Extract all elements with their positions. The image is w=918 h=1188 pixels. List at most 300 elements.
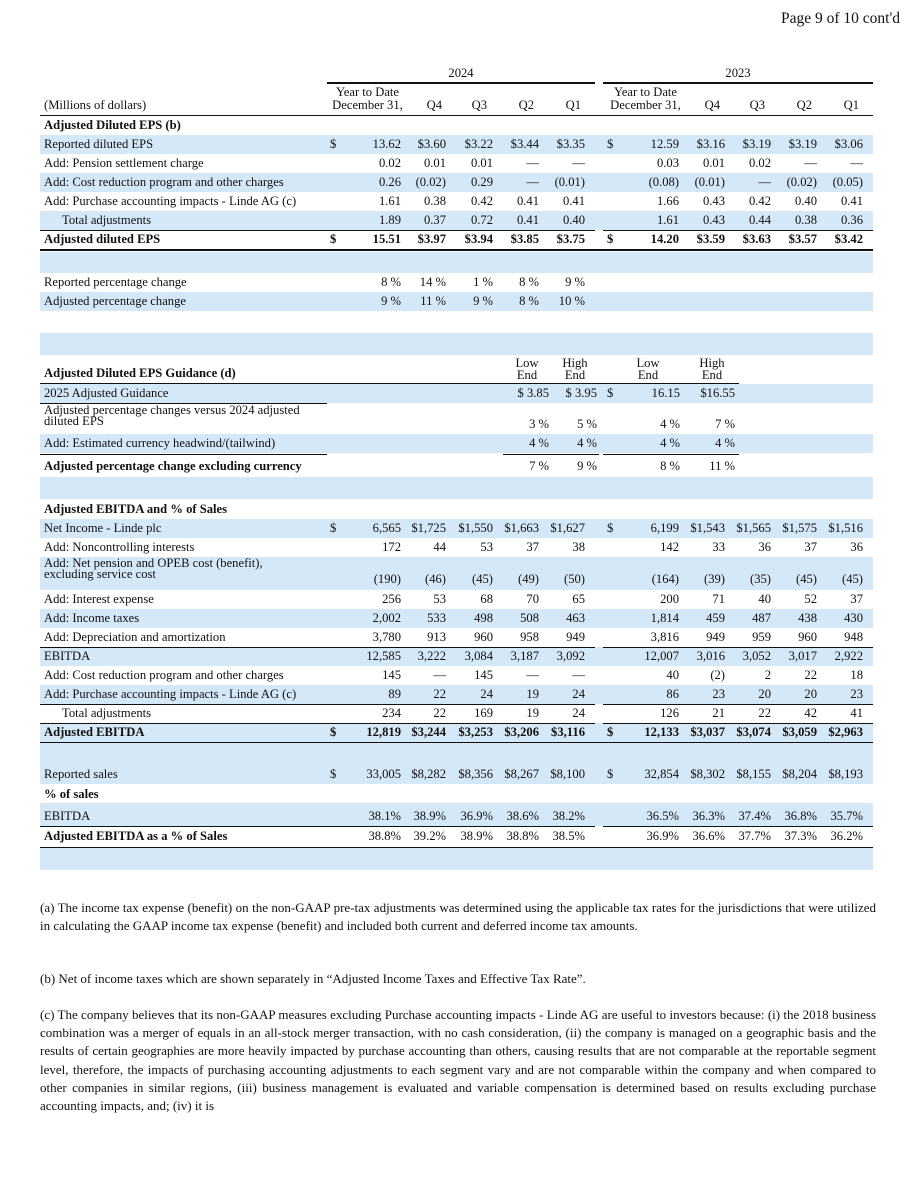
rule bbox=[603, 723, 873, 724]
value-cell: $3,206 bbox=[504, 725, 539, 739]
value-cell: 38.9% bbox=[413, 809, 446, 823]
value-cell: 32,854 bbox=[644, 767, 679, 781]
value-cell: $1,550 bbox=[458, 521, 493, 535]
rule bbox=[327, 704, 595, 705]
value-cell: 3,092 bbox=[556, 649, 585, 663]
value-cell: 38.1% bbox=[368, 809, 401, 823]
value-cell: 40 bbox=[666, 668, 679, 682]
row-label: Adjusted diluted EPS bbox=[44, 232, 161, 246]
row-label: Reported sales bbox=[44, 767, 118, 781]
currency-symbol: $ bbox=[607, 521, 614, 535]
value-cell: 949 bbox=[706, 630, 725, 644]
value-cell: 16.15 bbox=[651, 386, 680, 400]
rule bbox=[503, 454, 599, 455]
value-cell: 0.41 bbox=[562, 194, 585, 208]
value-cell: $3,059 bbox=[782, 725, 817, 739]
col-ytd-header-2: December 31, bbox=[610, 98, 681, 112]
col-q4-header: Q4 bbox=[426, 98, 442, 112]
value-cell: 145 bbox=[474, 668, 493, 682]
value-cell: 3,222 bbox=[417, 649, 446, 663]
value-cell: 24 bbox=[480, 687, 493, 701]
value-cell: 2 bbox=[764, 668, 771, 682]
value-cell: 3,017 bbox=[788, 649, 817, 663]
value-cell: $1,627 bbox=[550, 521, 585, 535]
row-label: Add: Interest expense bbox=[44, 592, 154, 606]
footnote-c-text: (c) The company believes that its non-GAAP measures excluding Purchase accounting impacts - Linde AG are useful to investors because: (i) the 2018 business combination was a merger of equals in an all-stock merger transaction, with no cash consideration, (ii) the company is managed on a geographic basis and the results of certain geographies are more heavily impacted by purchase accounting than others, causing results that are not comparable at the reportable segment level, therefore, the impacts of purchasing accounting adjustments to each segment vary and are not comparable within the company and when compared to other companies in similar regions, (iii) business management is evaluated and variable compensation is determined based on results excluding purchase accounting impacts, and; (iv) it is bbox=[40, 1007, 876, 1114]
value-cell: 44 bbox=[433, 540, 446, 554]
high-end-header: High bbox=[562, 356, 588, 370]
value-cell: $3.06 bbox=[834, 137, 863, 151]
col-q1-header: Q1 bbox=[843, 98, 859, 112]
value-cell: (0.01) bbox=[554, 175, 585, 189]
value-cell: (2) bbox=[710, 668, 725, 682]
value-cell: 24 bbox=[572, 687, 585, 701]
value-cell: 37.3% bbox=[784, 829, 817, 843]
value-cell: (0.05) bbox=[832, 175, 863, 189]
value-cell: (45) bbox=[472, 572, 493, 586]
value-cell: 949 bbox=[566, 630, 585, 644]
high-end-header-2: End bbox=[564, 368, 586, 382]
value-cell: $3.63 bbox=[742, 232, 771, 246]
table-row bbox=[40, 723, 873, 742]
col-ytd-header-2: December 31, bbox=[332, 98, 403, 112]
value-cell: $3.94 bbox=[464, 232, 493, 246]
rule bbox=[40, 704, 327, 705]
rule bbox=[603, 704, 873, 705]
currency-symbol: $ bbox=[330, 725, 337, 739]
value-cell: 23 bbox=[850, 687, 863, 701]
low-end-header-2: End bbox=[637, 368, 659, 382]
value-cell: 9 % bbox=[565, 275, 585, 289]
value-cell: 3,780 bbox=[372, 630, 401, 644]
value-cell: 1,814 bbox=[650, 611, 679, 625]
value-cell: 256 bbox=[382, 592, 401, 606]
value-cell: 4 % bbox=[660, 417, 680, 431]
table-row bbox=[40, 384, 873, 403]
value-cell: $3,253 bbox=[458, 725, 493, 739]
value-cell: 0.02 bbox=[378, 156, 401, 170]
row-label: Add: Income taxes bbox=[44, 611, 140, 625]
guidance-title: Adjusted Diluted EPS Guidance (d) bbox=[44, 366, 236, 380]
value-cell: 0.44 bbox=[748, 213, 771, 227]
value-cell: 36.5% bbox=[646, 809, 679, 823]
value-cell: 10 % bbox=[558, 294, 585, 308]
value-cell: 65 bbox=[572, 592, 585, 606]
value-cell: — bbox=[572, 156, 585, 170]
value-cell: $3.42 bbox=[834, 232, 863, 246]
value-cell: 52 bbox=[804, 592, 817, 606]
value-cell: $8,204 bbox=[782, 767, 817, 781]
year-2023-header: 2023 bbox=[725, 66, 751, 80]
row-shading bbox=[40, 848, 873, 870]
row-label: Reported percentage change bbox=[44, 275, 187, 289]
value-cell: 9 % bbox=[473, 294, 493, 308]
value-cell: 21 bbox=[712, 706, 725, 720]
value-cell: 24 bbox=[572, 706, 585, 720]
value-cell: 0.41 bbox=[516, 213, 539, 227]
rule bbox=[603, 647, 873, 648]
page-number: Page 9 of 10 cont'd bbox=[780, 10, 900, 27]
value-cell: $3.16 bbox=[696, 137, 725, 151]
value-cell: 0.01 bbox=[702, 156, 725, 170]
value-cell: 0.03 bbox=[656, 156, 679, 170]
value-cell: 38.8% bbox=[368, 829, 401, 843]
value-cell: 3,052 bbox=[742, 649, 771, 663]
value-cell: 12,007 bbox=[644, 649, 679, 663]
value-cell: 37 bbox=[526, 540, 539, 554]
value-cell: — bbox=[804, 156, 817, 170]
value-cell: 1.66 bbox=[656, 194, 679, 208]
row-label: % of sales bbox=[44, 787, 99, 801]
footnote-a-text: (a) The income tax expense (benefit) on the non-GAAP pre-tax adjustments was determined using the applicable tax rates for the jurisdictions that were utilized in calculating the GAAP income tax expense (benefit) and included both current and deferred income tax amounts. bbox=[40, 900, 876, 934]
table-row bbox=[40, 403, 873, 434]
value-cell: (39) bbox=[704, 572, 725, 586]
value-cell: 36.2% bbox=[830, 829, 863, 843]
value-cell: $3.60 bbox=[417, 137, 446, 151]
value-cell: (49) bbox=[518, 572, 539, 586]
rule bbox=[327, 647, 595, 648]
table-row bbox=[40, 557, 873, 589]
row-label: Add: Depreciation and amortization bbox=[44, 630, 226, 644]
value-cell: $3.44 bbox=[510, 137, 539, 151]
value-cell: 14 % bbox=[419, 275, 446, 289]
value-cell: 37.7% bbox=[738, 829, 771, 843]
value-cell: 37.4% bbox=[738, 809, 771, 823]
value-cell: 6,199 bbox=[650, 521, 679, 535]
value-cell: 36.3% bbox=[692, 809, 725, 823]
high-end-header-2: End bbox=[701, 368, 723, 382]
value-cell: 38.5% bbox=[552, 829, 585, 843]
value-cell: 430 bbox=[844, 611, 863, 625]
value-cell: 36.9% bbox=[460, 809, 493, 823]
value-cell: 71 bbox=[712, 592, 725, 606]
footnote-a bbox=[40, 899, 876, 935]
rule bbox=[327, 826, 595, 827]
value-cell: 23 bbox=[712, 687, 725, 701]
value-cell: 498 bbox=[474, 611, 493, 625]
value-cell: (50) bbox=[564, 572, 585, 586]
footnote-b bbox=[40, 970, 876, 988]
row-label: Add: Pension settlement charge bbox=[44, 156, 204, 170]
value-cell: 53 bbox=[480, 540, 493, 554]
value-cell: $8,282 bbox=[411, 767, 446, 781]
value-cell: 145 bbox=[382, 668, 401, 682]
value-cell: 2,002 bbox=[372, 611, 401, 625]
value-cell: $2,963 bbox=[828, 725, 863, 739]
value-cell: $1,575 bbox=[782, 521, 817, 535]
value-cell: 53 bbox=[433, 592, 446, 606]
table-row bbox=[40, 273, 873, 292]
value-cell: 4 % bbox=[577, 436, 597, 450]
col-q4-header: Q4 bbox=[704, 98, 720, 112]
value-cell: $1,663 bbox=[504, 521, 539, 535]
rule bbox=[327, 82, 595, 84]
value-cell: 36.6% bbox=[692, 829, 725, 843]
value-cell: 9 % bbox=[381, 294, 401, 308]
value-cell: $8,155 bbox=[736, 767, 771, 781]
rule bbox=[40, 723, 327, 724]
table-row bbox=[40, 519, 873, 538]
value-cell: $16.55 bbox=[700, 386, 735, 400]
value-cell: 9 % bbox=[577, 459, 597, 473]
value-cell: $3.75 bbox=[556, 232, 585, 246]
eps-section-title: Adjusted Diluted EPS (b) bbox=[44, 118, 181, 132]
rule bbox=[40, 115, 873, 116]
value-cell: $1,516 bbox=[828, 521, 863, 535]
value-cell: 487 bbox=[752, 611, 771, 625]
currency-symbol: $ bbox=[330, 767, 337, 781]
rule bbox=[603, 454, 739, 455]
col-q3-header: Q3 bbox=[749, 98, 765, 112]
value-cell: 6,565 bbox=[372, 521, 401, 535]
table-row bbox=[40, 609, 873, 628]
table-row bbox=[40, 805, 873, 824]
row-label-2: diluted EPS bbox=[44, 414, 104, 428]
value-cell: 86 bbox=[666, 687, 679, 701]
value-cell: 13.62 bbox=[372, 137, 401, 151]
row-label: Add: Purchase accounting impacts - Linde AG (c) bbox=[44, 194, 297, 208]
value-cell: (190) bbox=[373, 572, 401, 586]
millions-label: (Millions of dollars) bbox=[44, 98, 147, 112]
table-row bbox=[40, 685, 873, 704]
low-end-header: Low bbox=[515, 356, 539, 370]
value-cell: $3.85 bbox=[510, 232, 539, 246]
high-end-header: High bbox=[699, 356, 725, 370]
value-cell: 38.9% bbox=[460, 829, 493, 843]
value-cell: 19 bbox=[526, 706, 539, 720]
value-cell: $ 3.85 bbox=[517, 386, 549, 400]
value-cell: 40 bbox=[758, 592, 771, 606]
value-cell: 8 % bbox=[519, 275, 539, 289]
value-cell: $1,565 bbox=[736, 521, 771, 535]
table-row bbox=[40, 785, 873, 804]
value-cell: 126 bbox=[660, 706, 679, 720]
value-cell: 36.9% bbox=[646, 829, 679, 843]
table-row bbox=[40, 135, 873, 154]
rule bbox=[603, 82, 873, 84]
value-cell: 0.29 bbox=[470, 175, 493, 189]
value-cell: 1.61 bbox=[656, 213, 679, 227]
value-cell: 438 bbox=[798, 611, 817, 625]
value-cell: 36 bbox=[758, 540, 771, 554]
value-cell: $ 3.95 bbox=[565, 386, 597, 400]
row-label: Adjusted EBITDA as a % of Sales bbox=[44, 829, 228, 843]
value-cell: 33 bbox=[712, 540, 725, 554]
col-q3-header: Q3 bbox=[471, 98, 487, 112]
value-cell: 2,922 bbox=[834, 649, 863, 663]
value-cell: 3,016 bbox=[696, 649, 725, 663]
value-cell: — bbox=[433, 668, 446, 682]
row-label: Adjusted percentage changes versus 2024 adjusted bbox=[44, 403, 300, 417]
value-cell: (46) bbox=[425, 572, 446, 586]
value-cell: — bbox=[850, 156, 863, 170]
row-label: Add: Purchase accounting impacts - Linde AG (c) bbox=[44, 687, 297, 701]
value-cell: $3.97 bbox=[417, 232, 446, 246]
value-cell: 0.72 bbox=[470, 213, 493, 227]
value-cell: 0.40 bbox=[794, 194, 817, 208]
value-cell: $3,037 bbox=[690, 725, 725, 739]
value-cell: 42 bbox=[804, 706, 817, 720]
value-cell: 19 bbox=[526, 687, 539, 701]
value-cell: 12.59 bbox=[650, 137, 679, 151]
row-shading bbox=[40, 252, 873, 273]
currency-symbol: $ bbox=[330, 232, 337, 246]
table-row bbox=[40, 211, 873, 230]
value-cell: 22 bbox=[758, 706, 771, 720]
value-cell: 38 bbox=[572, 540, 585, 554]
value-cell: 12,585 bbox=[366, 649, 401, 663]
value-cell: 36 bbox=[850, 540, 863, 554]
value-cell: 959 bbox=[752, 630, 771, 644]
value-cell: $3.35 bbox=[556, 137, 585, 151]
value-cell: 533 bbox=[427, 611, 446, 625]
value-cell: 7 % bbox=[715, 417, 735, 431]
value-cell: 12,133 bbox=[644, 725, 679, 739]
value-cell: 0.41 bbox=[516, 194, 539, 208]
row-label: Add: Noncontrolling interests bbox=[44, 540, 195, 554]
value-cell: — bbox=[572, 668, 585, 682]
value-cell: 68 bbox=[480, 592, 493, 606]
row-label: EBITDA bbox=[44, 809, 91, 823]
value-cell: 8 % bbox=[660, 459, 680, 473]
value-cell: 4 % bbox=[660, 436, 680, 450]
row-shading bbox=[40, 743, 873, 765]
currency-symbol: $ bbox=[330, 137, 337, 151]
table-row bbox=[40, 538, 873, 557]
row-label-2: excluding service cost bbox=[44, 567, 156, 581]
value-cell: — bbox=[758, 175, 771, 189]
value-cell: $3,244 bbox=[411, 725, 446, 739]
value-cell: $3.19 bbox=[788, 137, 817, 151]
value-cell: 39.2% bbox=[413, 829, 446, 843]
value-cell: $8,193 bbox=[828, 767, 863, 781]
currency-symbol: $ bbox=[607, 232, 614, 246]
row-label: Adjusted EBITDA bbox=[44, 725, 145, 739]
value-cell: (0.08) bbox=[648, 175, 679, 189]
value-cell: 0.01 bbox=[470, 156, 493, 170]
value-cell: 11 % bbox=[420, 294, 446, 308]
value-cell: 38.8% bbox=[506, 829, 539, 843]
value-cell: 508 bbox=[520, 611, 539, 625]
row-label: Total adjustments bbox=[62, 213, 152, 227]
value-cell: 3 % bbox=[529, 417, 549, 431]
value-cell: 20 bbox=[804, 687, 817, 701]
table-row bbox=[40, 154, 873, 173]
year-2024-header: 2024 bbox=[448, 66, 474, 80]
value-cell: 0.01 bbox=[423, 156, 446, 170]
col-ytd-header-1: Year to Date bbox=[613, 85, 678, 99]
value-cell: 0.42 bbox=[748, 194, 771, 208]
value-cell: $3.22 bbox=[464, 137, 493, 151]
col-q1-header: Q1 bbox=[565, 98, 581, 112]
value-cell: (35) bbox=[750, 572, 771, 586]
value-cell: 0.40 bbox=[562, 213, 585, 227]
value-cell: 5 % bbox=[577, 417, 597, 431]
value-cell: 0.38 bbox=[423, 194, 446, 208]
value-cell: 18 bbox=[850, 668, 863, 682]
value-cell: 14.20 bbox=[650, 232, 679, 246]
table-row bbox=[40, 647, 873, 666]
value-cell: 8 % bbox=[381, 275, 401, 289]
currency-symbol: $ bbox=[607, 767, 614, 781]
table-row bbox=[40, 628, 873, 647]
value-cell: 960 bbox=[798, 630, 817, 644]
value-cell: 0.02 bbox=[748, 156, 771, 170]
value-cell: 948 bbox=[844, 630, 863, 644]
row-label: Add: Cost reduction program and other charges bbox=[44, 668, 284, 682]
value-cell: 172 bbox=[382, 540, 401, 554]
value-cell: 3,084 bbox=[464, 649, 493, 663]
value-cell: 200 bbox=[660, 592, 679, 606]
low-end-header-2: End bbox=[516, 368, 538, 382]
value-cell: 3,187 bbox=[510, 649, 539, 663]
col-q2-header: Q2 bbox=[518, 98, 534, 112]
value-cell: 958 bbox=[520, 630, 539, 644]
value-cell: 20 bbox=[758, 687, 771, 701]
value-cell: $8,356 bbox=[458, 767, 493, 781]
table-row bbox=[40, 590, 873, 609]
currency-symbol: $ bbox=[607, 386, 614, 400]
row-label: Add: Net pension and OPEB cost (benefit), bbox=[44, 556, 263, 570]
value-cell: $1,725 bbox=[411, 521, 446, 535]
value-cell: $8,100 bbox=[550, 767, 585, 781]
value-cell: 37 bbox=[850, 592, 863, 606]
value-cell: 7 % bbox=[529, 459, 549, 473]
footnote-c bbox=[40, 1006, 876, 1115]
value-cell: $3,074 bbox=[736, 725, 771, 739]
value-cell: (45) bbox=[842, 572, 863, 586]
value-cell: — bbox=[526, 156, 539, 170]
value-cell: 142 bbox=[660, 540, 679, 554]
row-label: Add: Estimated currency headwind/(tailwind) bbox=[44, 436, 276, 450]
value-cell: 459 bbox=[706, 611, 725, 625]
value-cell: $8,302 bbox=[690, 767, 725, 781]
table-row bbox=[40, 434, 873, 453]
value-cell: (0.01) bbox=[694, 175, 725, 189]
value-cell: $3.59 bbox=[696, 232, 725, 246]
rule bbox=[327, 723, 595, 724]
value-cell: 913 bbox=[427, 630, 446, 644]
value-cell: 169 bbox=[474, 706, 493, 720]
row-label: Adjusted percentage change bbox=[44, 294, 186, 308]
value-cell: 70 bbox=[526, 592, 539, 606]
value-cell: 234 bbox=[382, 706, 401, 720]
table-row bbox=[40, 666, 873, 685]
col-ytd-header-1: Year to Date bbox=[335, 85, 400, 99]
value-cell: 37 bbox=[804, 540, 817, 554]
low-end-header: Low bbox=[636, 356, 660, 370]
value-cell: 0.43 bbox=[702, 213, 725, 227]
value-cell: 8 % bbox=[519, 294, 539, 308]
value-cell: (164) bbox=[651, 572, 679, 586]
footnote-b-text: (b) Net of income taxes which are shown separately in “Adjusted Income Taxes and Effective Tax Rate”. bbox=[40, 971, 586, 986]
table-row bbox=[40, 230, 873, 249]
value-cell: $8,267 bbox=[504, 767, 539, 781]
value-cell: 1.61 bbox=[378, 194, 401, 208]
value-cell: — bbox=[526, 668, 539, 682]
value-cell: 0.42 bbox=[470, 194, 493, 208]
table-row bbox=[40, 173, 873, 192]
value-cell: 0.37 bbox=[423, 213, 446, 227]
value-cell: 0.36 bbox=[840, 213, 863, 227]
row-label: Adjusted percentage change excluding currency bbox=[44, 459, 302, 473]
value-cell: 12,819 bbox=[366, 725, 401, 739]
value-cell: 1.89 bbox=[378, 213, 401, 227]
value-cell: 22 bbox=[804, 668, 817, 682]
row-label: Net Income - Linde plc bbox=[44, 521, 162, 535]
value-cell: $3,116 bbox=[551, 725, 585, 739]
table-row bbox=[40, 192, 873, 211]
